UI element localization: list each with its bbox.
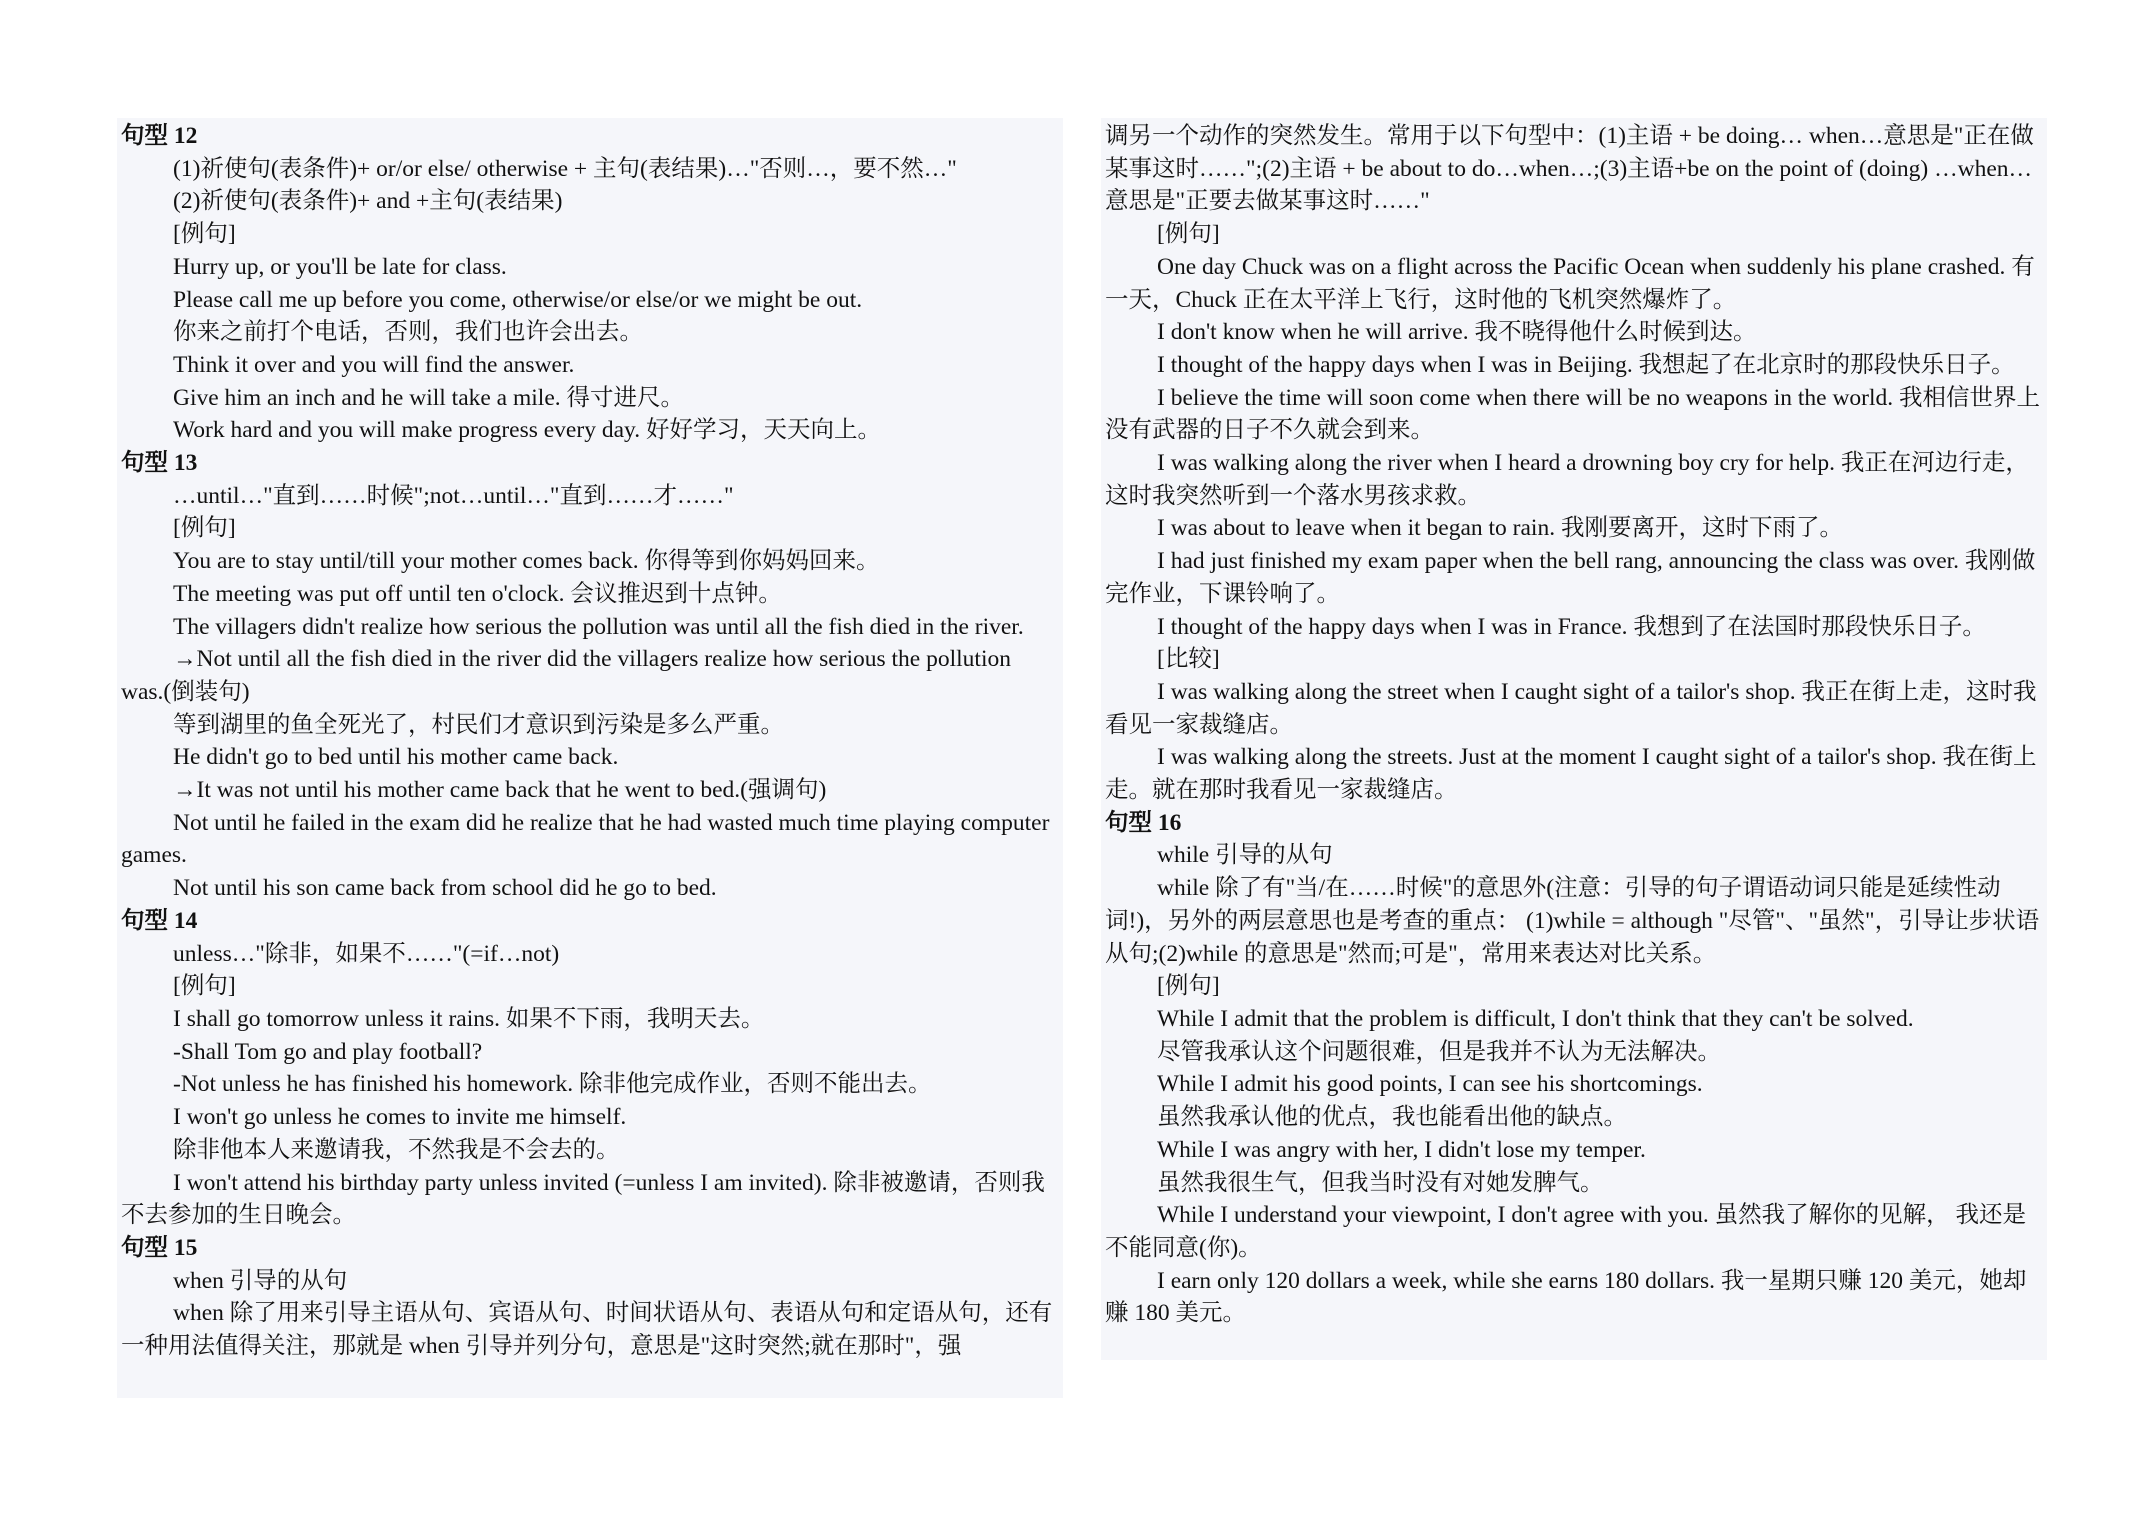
paragraph: He didn't go to bed until his mother came back. <box>173 744 619 771</box>
section-heading: 句型 14 <box>121 907 198 934</box>
paragraph: when 除了用来引导主语从句、宾语从句、时间状语从句、表语从句和定语从句，还有一种用法值得关注，那就是 when 引导并列分句，意思是"这时突然;就在那时"，强 <box>121 1300 1053 1360</box>
paragraph: unless…"除非，如果不……"(=if…not) <box>173 940 560 967</box>
paragraph: while 引导的从句 <box>1157 842 1333 869</box>
section-heading: 句型 16 <box>1105 809 1182 836</box>
paragraph: Think it over and you will find the answer. <box>173 351 575 378</box>
paragraph: Not until his son came back from school did he go to bed. <box>173 875 717 902</box>
paragraph: →Not until all the fish died in the river did the villagers realize how serious the pollution was.(倒装句) <box>121 646 1011 705</box>
paragraph: Work hard and you will make progress every day. 好好学习，天天向上。 <box>173 417 881 444</box>
paragraph: [例句] <box>1157 221 1220 248</box>
paragraph: [例句] <box>1157 973 1220 1000</box>
paragraph: [例句] <box>173 221 236 248</box>
paragraph: Give him an inch and he will take a mile. 得寸进尺。 <box>173 384 685 411</box>
paragraph: I was about to leave when it began to rain. 我刚要离开，这时下雨了。 <box>1157 515 1843 542</box>
paragraph: I shall go tomorrow unless it rains. 如果不下雨，我明天去。 <box>173 1005 765 1032</box>
paragraph: -Shall Tom go and play football? <box>173 1038 483 1065</box>
paragraph: I thought of the happy days when I was in France. 我想到了在法国时那段快乐日子。 <box>1157 613 1986 640</box>
paragraph: →It was not until his mother came back that he went to bed.(强调句) <box>173 777 827 804</box>
paragraph: 你来之前打个电话，否则，我们也许会出去。 <box>173 319 643 346</box>
paragraph: 虽然我承认他的优点，我也能看出他的缺点。 <box>1157 1104 1627 1131</box>
paragraph: Hurry up, or you'll be late for class. <box>173 253 507 280</box>
paragraph: 除非他本人来邀请我，不然我是不会去的。 <box>173 1136 620 1163</box>
paragraph: 调另一个动作的突然发生。常用于以下句型中：(1)主语 + be doing… when…意思是"正在做某事这时……";(2)主语 + be about to do…when…;(3)主语+be on the point of (doing) …when…意思是"正要去做某事这时……" <box>1105 123 2034 215</box>
paragraph: [例句] <box>173 515 236 542</box>
paragraph: Not until he failed in the exam did he realize that he had wasted much time playing computer games. <box>121 809 1050 869</box>
paragraph: I believe the time will soon come when there will be no weapons in the world. 我相信世界上没有武器的日子不久就会到来。 <box>1105 384 2041 444</box>
paragraph: I thought of the happy days when I was in Beijing. 我想起了在北京时的那段快乐日子。 <box>1157 351 2015 378</box>
paragraph: The villagers didn't realize how serious the pollution was until all the fish died in the river. <box>173 613 1024 640</box>
paragraph: 尽管我承认这个问题很难，但是我并不认为无法解决。 <box>1157 1038 1721 1065</box>
paragraph: While I was angry with her, I didn't lose my temper. <box>1157 1136 1646 1163</box>
paragraph: I won't attend his birthday party unless invited (=unless I am invited). 除非被邀请，否则我不去参加的生日晚会。 <box>121 1169 1045 1229</box>
paragraph: While I admit that the problem is difficult, I don't think that they can't be solved. <box>1157 1005 1914 1032</box>
paragraph: [例句] <box>173 973 236 1000</box>
paragraph: The meeting was put off until ten o'clock. 会议推迟到十点钟。 <box>173 580 782 607</box>
paragraph: I had just finished my exam paper when the bell rang, announcing the class was over. 我刚做完作业，下课铃响了。 <box>1105 548 2036 607</box>
paragraph: I was walking along the street when I caught sight of a tailor's shop. 我正在街上走，这时我看见一家裁缝店。 <box>1105 678 2037 738</box>
paragraph: 等到湖里的鱼全死光了，村民们才意识到污染是多么严重。 <box>173 711 784 738</box>
paragraph: While I understand your viewpoint, I don't agree with you. 虽然我了解你的见解， 我还是不能同意(你)。 <box>1105 1202 2027 1261</box>
paragraph: I don't know when he will arrive. 我不晓得他什么时候到达。 <box>1157 319 1757 346</box>
paragraph: While I admit his good points, I can see his shortcomings. <box>1157 1071 1703 1098</box>
paragraph: while 除了有"当/在……时候"的意思外(注意：引导的句子谓语动词只能是延续性动词!)，另外的两层意思也是考查的重点： (1)while = although "尽管"、"虽然"，引导让步状语从句;(2)while 的意思是"然而;可是"，常用来表达对比关系。 <box>1105 875 2040 967</box>
section-heading: 句型 15 <box>121 1234 198 1261</box>
paragraph: …until…"直到……时候";not…until…"直到……才……" <box>173 482 734 509</box>
paragraph: One day Chuck was on a flight across the Pacific Ocean when suddenly his plane crashed. 有一天，Chuck 正在太平洋上飞行，这时他的飞机突然爆炸了。 <box>1105 253 2035 313</box>
paragraph: I earn only 120 dollars a week, while she earns 180 dollars. 我一星期只赚 120 美元，她却赚 180 美元。 <box>1105 1267 2027 1327</box>
paragraph: [比较] <box>1157 646 1220 673</box>
paragraph: I was walking along the streets. Just at the moment I caught sight of a tailor's shop. 我在街上走。就在那时我看见一家裁缝店。 <box>1105 744 2037 804</box>
paragraph: Please call me up before you come, otherwise/or else/or we might be out. <box>173 286 863 313</box>
paragraph: -Not unless he has finished his homework. 除非他完成作业，否则不能出去。 <box>173 1071 932 1098</box>
section-heading: 句型 13 <box>121 450 198 477</box>
section-heading: 句型 12 <box>121 123 198 149</box>
left-column <box>117 118 1063 1398</box>
paragraph: (1)祈使句(表条件)+ or/or else/ otherwise + 主句(表结果)…"否则…，要不然…" <box>173 155 957 182</box>
paragraph: when 引导的从句 <box>173 1267 348 1294</box>
paragraph: I won't go unless he comes to invite me himself. <box>173 1104 627 1131</box>
paragraph: I was walking along the river when I heard a drowning boy cry for help. 我正在河边行走，这时我突然听到一个落水男孩求救。 <box>1105 450 2029 509</box>
paragraph: You are to stay until/till your mother comes back. 你得等到你妈妈回来。 <box>173 548 880 575</box>
right-column <box>1101 118 2047 1360</box>
paragraph: (2)祈使句(表条件)+ and +主句(表结果) <box>173 188 563 215</box>
paragraph: 虽然我很生气，但我当时没有对她发脾气。 <box>1157 1169 1604 1196</box>
